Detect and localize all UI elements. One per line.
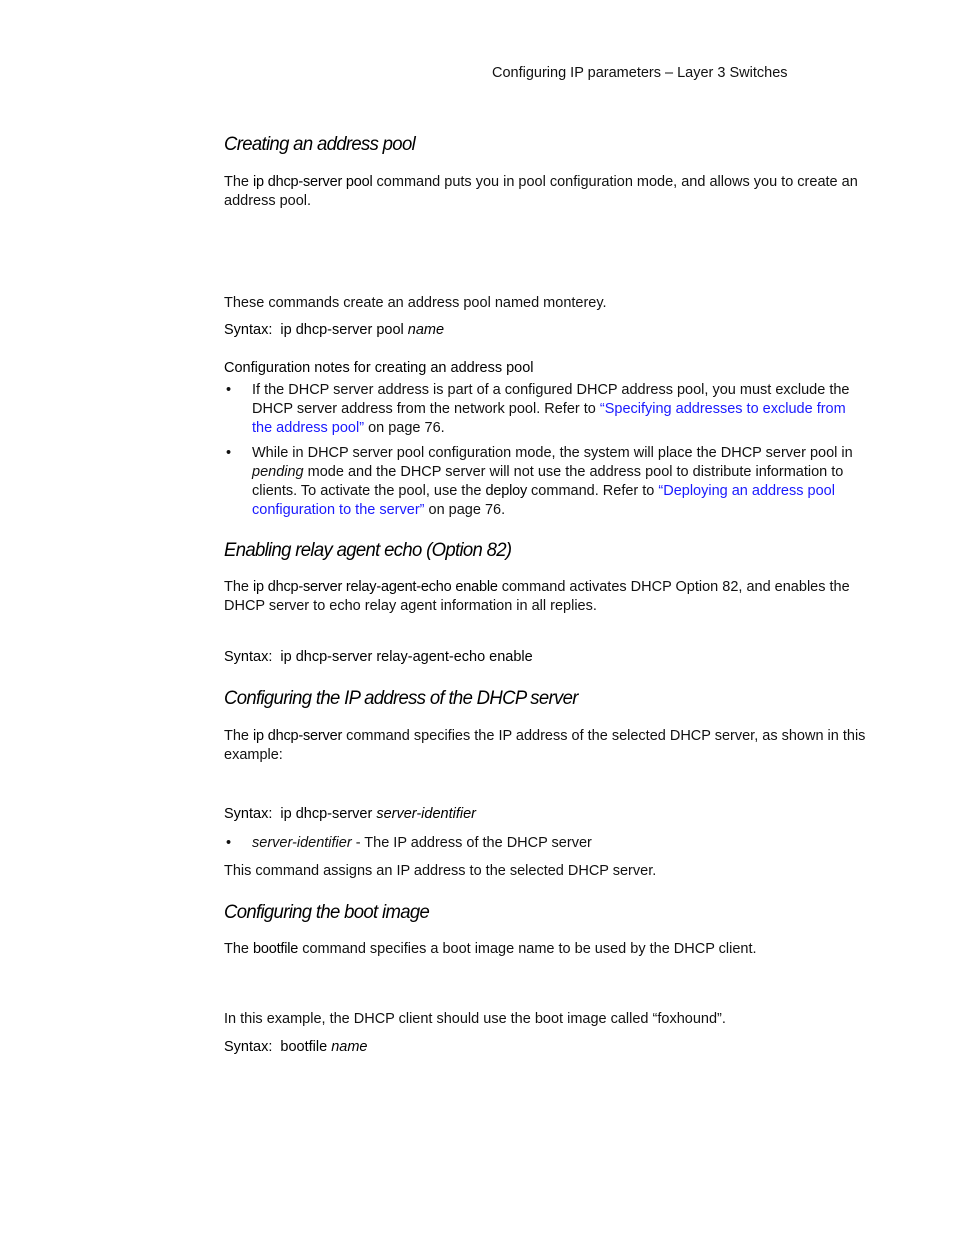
running-header: Configuring IP parameters – Layer 3 Switches [492,65,788,81]
boot-intro-paragraph: The bootfile command specifies a boot image name to be used by the DHCP client. [224,941,757,957]
config-notes-heading: Configuration notes for creating an address pool [224,360,534,376]
link-exclude-addresses[interactable]: “Specifying addresses to exclude from the address pool” [252,401,846,436]
heading-dhcp-server-ip: Configuring the IP address of the DHCP server [224,687,578,709]
server-syntax: Syntax: ip dhcp-server server-identifier [224,806,476,822]
heading-relay-agent-echo: Enabling relay agent echo (Option 82) [224,539,512,561]
heading-creating-address-pool: Creating an address pool [224,133,416,155]
pool-description: These commands create an address pool named monterey. [224,295,607,311]
link-deploying-address-pool[interactable]: “Deploying an address pool configuration to the server” [252,483,835,518]
server-intro-paragraph: The ip dhcp-server command specifies the IP address of the selected DHCP server, as shown in this example: [224,728,866,763]
heading-boot-image: Configuring the boot image [224,901,430,923]
boot-description: In this example, the DHCP client should use the boot image called “foxhound”. [224,1011,726,1027]
bullet-icon: • [226,382,232,398]
bullet-icon: • [226,445,232,461]
list-item: • server-identifier - The IP address of the DHCP server [226,835,592,851]
echo-intro-paragraph: The ip dhcp-server relay-agent-echo enable command activates DHCP Option 82, and enables the DHCP server to echo relay agent information in all replies. [224,579,850,614]
pool-intro-paragraph: The ip dhcp-server pool command puts you in pool configuration mode, and allows you to create an address pool. [224,174,858,209]
bullet-icon: • [226,835,232,851]
pool-syntax: Syntax: ip dhcp-server pool name [224,322,445,338]
list-item: • While in DHCP server pool configuration mode, the system will place the DHCP server pool in pending mode and the DHCP server will not use the address pool to distribute information to clients. To activate the pool, use the deploy command. Refer to “Deploying an address pool configuration to the server” on page 76. [226,445,853,518]
list-item: • If the DHCP server address is part of a configured DHCP address pool, you must exclude the DHCP server address from the network pool. Refer to “Specifying addresses to exclude from the address pool” on page 76. [226,382,850,436]
server-description: This command assigns an IP address to the selected DHCP server. [224,863,657,879]
command-keyword: ip dhcp-server pool [253,174,373,190]
echo-syntax: Syntax: ip dhcp-server relay-agent-echo enable [224,649,533,665]
boot-syntax: Syntax: bootfile name [224,1039,368,1055]
